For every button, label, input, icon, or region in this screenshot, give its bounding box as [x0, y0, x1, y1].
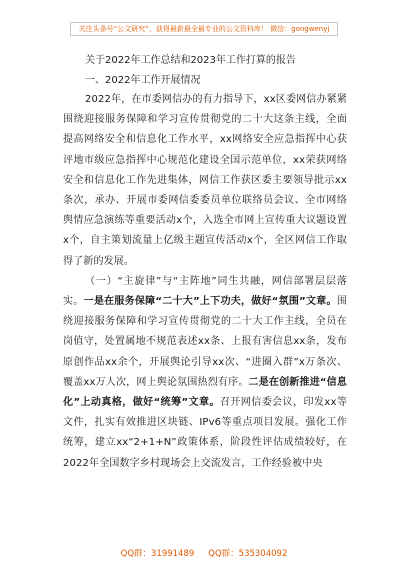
- document-body: [63, 54, 347, 474]
- bold-point-1: 一是在服务保障“二十大”上下功夫，做好“氛围”文章。: [83, 296, 337, 308]
- header-banner: 关注头条号“公文研究”，获得最新最全最专业的公文资料库！ 微信：gongwenyj: [70, 22, 338, 36]
- footer-qq-group-2: QQ群：535304092: [208, 549, 288, 559]
- subsection-lead: （一）“主旋律”与“主阵地”同生共融，网信部署层层落实。: [63, 275, 347, 308]
- paragraph-subsection-1: [63, 272, 347, 474]
- bold-point-2: 二是在创新推进“信息化”上动真格，做好“统筹”文章。: [63, 376, 347, 409]
- paragraph-summary: 2022年，在市委网信办的有力指导下，xx区委网信办紧紧围绕迎接服务保障和学习宣传贯彻党的二十大这条主线，全面提高网络安全和信息化工作水平，xx网络安全应急指挥中心获评地市级应急指挥中心规范化建设全国示范单位，xx荣获网络安全和信息化工作先进集体，网信工作获区委主要领导批示xx条次，承办、开展市委网信委委员单位联络员会议、全市网络舆情应急演练等重要活动x个，入选全市网上宣传重大议题设置x个，自主策划流量上亿级主题宣传活动x个，全区网信工作取得了新的发展。: [63, 94, 347, 267]
- footer: [0, 547, 408, 559]
- point-2-text: 召开网信委会议，印发xx等文件，扎实有效推进区块链、IPv6等重点项目发展。强化工作统筹，建立xx“2+1+N”政策体系，阶段性评估成绩较好，在2022年全国数字乡村现场会上交流发言，工作经验被中央: [63, 397, 347, 469]
- document-title: 关于2022年工作总结和2023年工作打算的报告: [85, 55, 296, 66]
- footer-qq-group-1: QQ群：31991489: [120, 549, 195, 559]
- point-1-text: 围绕迎接服务保障和学习宣传贯彻党的二十大工作主线，全员在岗值守，处置属地不规范表述xx条、上报有害信息xx条，发布原创作品xx余个，开展舆论引导xx次、“进圈入群”x万条次、覆盖xx万人次，网上舆论氛围热烈有序。: [63, 296, 347, 388]
- section-heading: 一、2022年工作开展情况: [85, 75, 201, 86]
